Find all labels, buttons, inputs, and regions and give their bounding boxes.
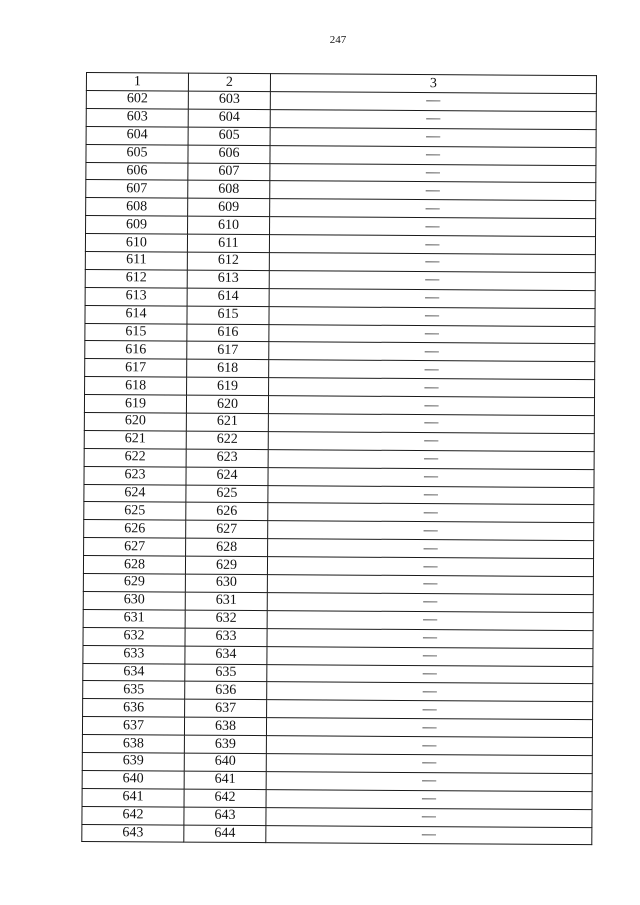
table-cell-col3: —	[268, 521, 594, 541]
table-cell-col2: 636	[185, 682, 267, 700]
table-cell-col1: 612	[85, 269, 187, 288]
table-cell-col2: 635	[185, 664, 267, 682]
table-cell-col1: 609	[86, 216, 188, 235]
table-cell-col3: —	[268, 485, 594, 505]
table-cell-col3: —	[268, 467, 594, 487]
table-cell-col2: 604	[188, 109, 270, 127]
table-cell-col1: 614	[85, 305, 187, 324]
table-cell-col2: 616	[187, 324, 269, 342]
table-cell-col3: —	[269, 342, 595, 362]
table-body	[82, 91, 597, 846]
table-cell-col1: 608	[86, 198, 188, 217]
table-cell-col1: 610	[85, 234, 187, 253]
table-cell-col2: 634	[185, 646, 267, 664]
table-cell-col3: —	[268, 503, 594, 523]
table-cell-col3: —	[266, 771, 592, 791]
table-cell-col2: 628	[186, 538, 268, 556]
table-cell-col2: 618	[187, 359, 269, 377]
table-cell-col3: —	[268, 396, 594, 416]
table-cell-col1: 618	[85, 377, 187, 396]
table-cell-col1: 632	[83, 627, 185, 646]
table-cell-col2: 630	[185, 574, 267, 592]
table-cell-col2: 608	[188, 181, 270, 199]
table-cell-col2: 607	[188, 163, 270, 181]
table-cell-col1: 611	[85, 252, 187, 271]
table-cell-col1: 638	[82, 735, 184, 754]
table-cell-col1: 602	[86, 91, 188, 110]
table-cell-col3: —	[270, 127, 596, 147]
table-cell-col1: 622	[84, 448, 186, 467]
table-cell-col2: 638	[184, 717, 266, 735]
table-cell-col1: 628	[83, 556, 185, 575]
table-cell-col3: —	[268, 432, 594, 452]
table-cell-col2: 620	[186, 395, 268, 413]
table-cell-col1: 623	[84, 466, 186, 485]
table-cell-col3: —	[267, 682, 593, 702]
table-cell-col1: 613	[85, 287, 187, 306]
table-cell-col3: —	[270, 92, 596, 112]
table-cell-col3: —	[270, 110, 596, 130]
table-cell-col1: 621	[84, 430, 186, 449]
table-cell-col1: 633	[83, 645, 185, 664]
table-row	[82, 824, 592, 845]
table-cell-col1: 639	[82, 752, 184, 771]
table-cell-col3: —	[267, 628, 593, 648]
table-cell-col2: 643	[184, 807, 266, 825]
table-cell-col2: 611	[187, 234, 269, 252]
table-cell-col1: 619	[84, 395, 186, 414]
table-cell-col1: 615	[85, 323, 187, 342]
table-cell-col2: 626	[186, 503, 268, 521]
page-number: 247	[329, 34, 347, 46]
table-cell-col3: —	[266, 718, 592, 738]
table-cell-col2: 614	[187, 288, 269, 306]
table-cell-col2: 606	[188, 145, 270, 163]
table-cell-col2: 623	[186, 449, 268, 467]
table-cell-col3: —	[267, 646, 593, 666]
table-cell-col3: —	[268, 539, 594, 559]
table-cell-col2: 637	[185, 699, 267, 717]
table-cell-col2: 625	[186, 485, 268, 503]
table-cell-col3: —	[266, 736, 592, 756]
table-cell-col1: 641	[82, 788, 184, 807]
data-table	[81, 72, 597, 846]
table-cell-col1: 636	[83, 699, 185, 718]
table-cell-col2: 632	[185, 610, 267, 628]
table-cell-col3: —	[267, 593, 593, 613]
table-cell-col1: 604	[86, 126, 188, 145]
table-cell-col3: —	[266, 825, 592, 845]
table-cell-col3: —	[269, 235, 595, 255]
table-cell-col2: 627	[186, 520, 268, 538]
table-cell-col2: 629	[185, 556, 267, 574]
table-cell-col2: 621	[186, 413, 268, 431]
table-cell-col1: 630	[83, 591, 185, 610]
table-cell-col3: —	[269, 324, 595, 344]
table-cell-col1: 640	[82, 770, 184, 789]
column-header-3: 3	[270, 74, 596, 94]
table-cell-col3: —	[267, 700, 593, 720]
table-cell-col3: —	[270, 181, 596, 201]
table-cell-col1: 616	[85, 341, 187, 360]
table-cell-col2: 612	[187, 252, 269, 270]
table-cell-col2: 633	[185, 628, 267, 646]
table-cell-col2: 644	[184, 825, 266, 843]
table-cell-col2: 609	[188, 198, 270, 216]
table-cell-col2: 641	[184, 771, 266, 789]
table-cell-col3: —	[266, 807, 592, 827]
table-cell-col2: 622	[186, 431, 268, 449]
table-cell-col1: 637	[82, 717, 184, 736]
table-cell-col3: —	[267, 557, 593, 577]
table-cell-col1: 620	[84, 413, 186, 432]
table-cell-col1: 626	[84, 520, 186, 539]
table-cell-col3: —	[269, 253, 595, 273]
table-cell-col3: —	[267, 664, 593, 684]
table-cell-col1: 627	[84, 538, 186, 557]
table-cell-col3: —	[269, 288, 595, 308]
table-cell-col3: —	[270, 217, 596, 237]
table-cell-col3: —	[269, 271, 595, 291]
table-cell-col3: —	[267, 575, 593, 595]
table-cell-col3: —	[266, 754, 592, 774]
table-cell-col1: 631	[83, 609, 185, 628]
table-cell-col3: —	[268, 414, 594, 434]
table-cell-col2: 605	[188, 127, 270, 145]
table-cell-col2: 610	[188, 216, 270, 234]
table-cell-col1: 607	[86, 180, 188, 199]
table-cell-col1: 603	[86, 108, 188, 127]
table-cell-col1: 635	[83, 681, 185, 700]
table-cell-col3: —	[268, 449, 594, 469]
column-header-2: 2	[188, 73, 270, 92]
table-cell-col1: 643	[82, 824, 184, 843]
table-cell-col1: 634	[83, 663, 185, 682]
table-cell-col2: 619	[187, 377, 269, 395]
table-cell-col2: 631	[185, 592, 267, 610]
table-cell-col2: 639	[184, 735, 266, 753]
table-cell-col1: 624	[84, 484, 186, 503]
table-cell-col3: —	[267, 610, 593, 630]
table-cell-col1: 606	[86, 162, 188, 181]
table-cell-col3: —	[270, 145, 596, 165]
table-cell-col1: 605	[86, 144, 188, 163]
table-cell-col3: —	[269, 306, 595, 326]
table-cell-col2: 603	[188, 91, 270, 109]
table-cell-col2: 624	[186, 467, 268, 485]
table-cell-col2: 617	[187, 342, 269, 360]
table-cell-col1: 629	[83, 574, 185, 593]
table-cell-col3: —	[270, 163, 596, 183]
table-cell-col2: 640	[184, 753, 266, 771]
table-cell-col1: 625	[84, 502, 186, 521]
table-cell-col1: 642	[82, 806, 184, 825]
table-cell-col2: 613	[187, 270, 269, 288]
table-cell-col3: —	[270, 199, 596, 219]
table-cell-col3: —	[266, 789, 592, 809]
table-cell-col2: 615	[187, 306, 269, 324]
table-cell-col2: 642	[184, 789, 266, 807]
table-cell-col3: —	[269, 378, 595, 398]
table-cell-col1: 617	[85, 359, 187, 378]
column-header-1: 1	[86, 73, 188, 92]
table-cell-col3: —	[269, 360, 595, 380]
